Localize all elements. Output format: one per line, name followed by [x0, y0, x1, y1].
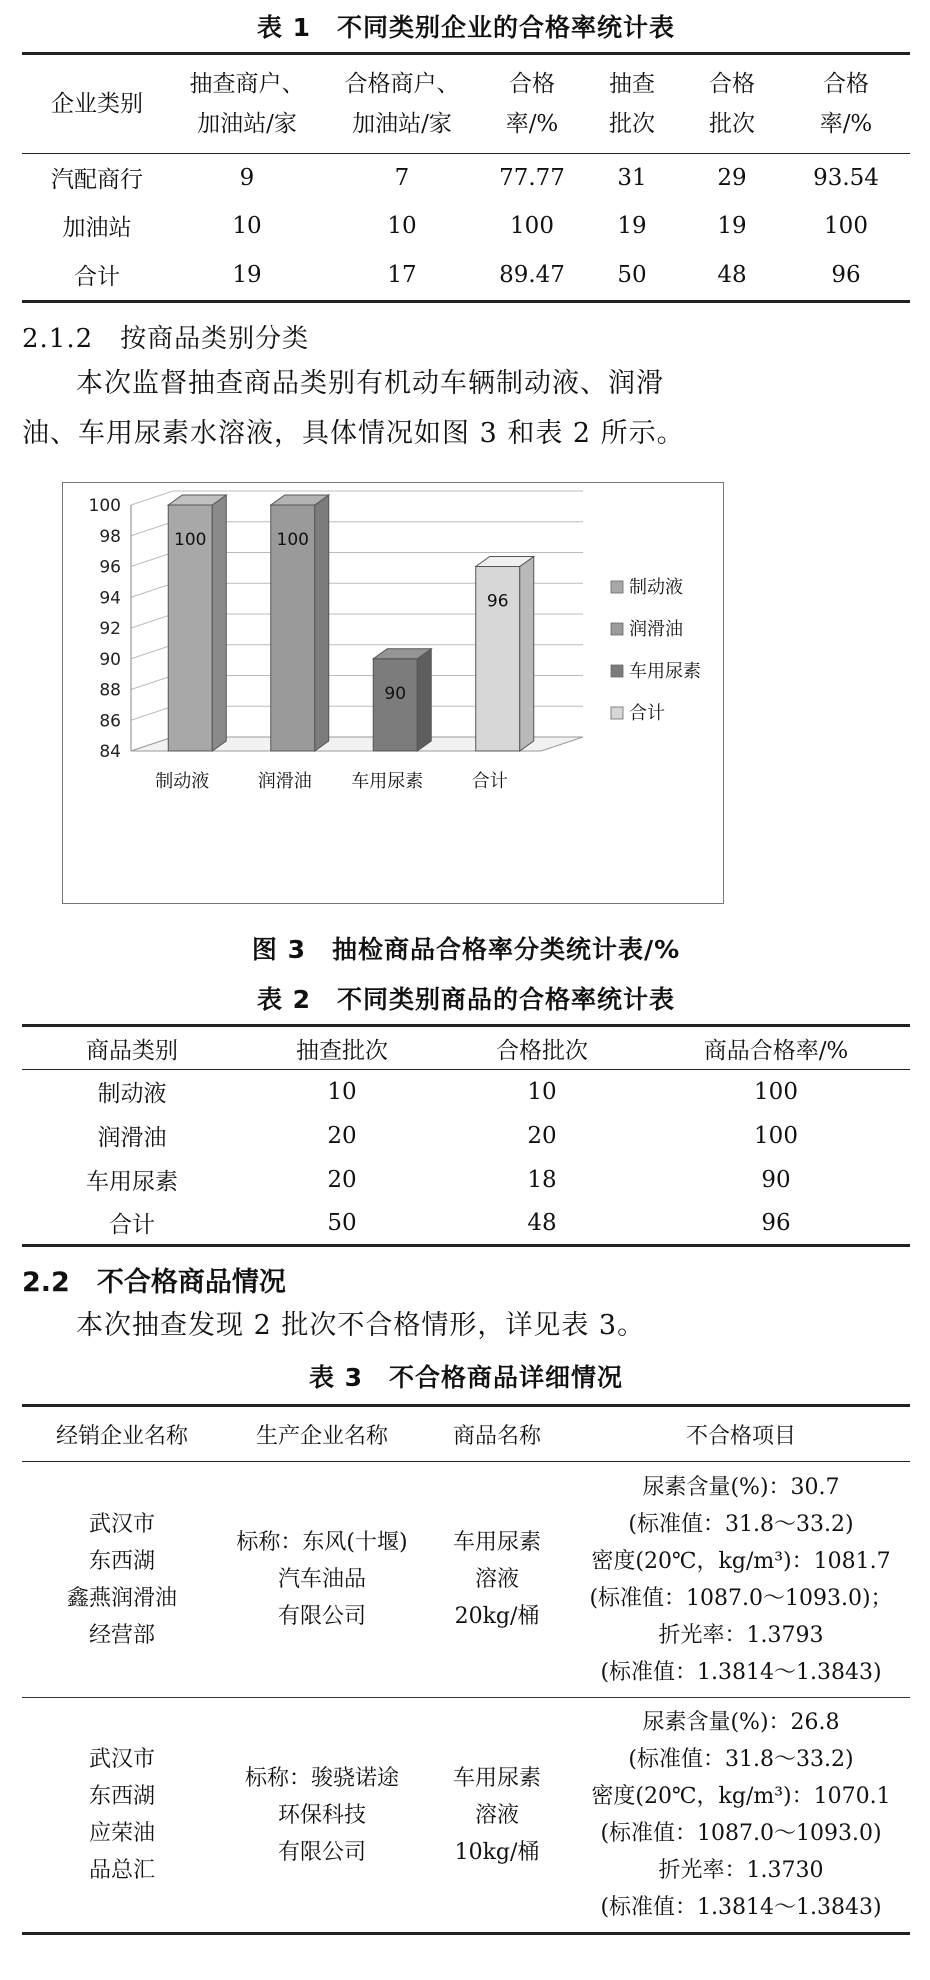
y-tick-label: 100 [88, 496, 121, 516]
table-row [22, 1462, 910, 1698]
cell: 19 [617, 212, 647, 239]
items-cell: 尿素含量(%)：30.7 (标准值：31.8～33.2) 密度(20℃，kg/m³)：1081.7 (标准值：1087.0～1093.0)； 折光率：1.3793 (标准值：1.3814～1.3843) [589, 1474, 893, 1685]
figure3-caption: 图 3 抽检商品合格率分类统计表/% [251, 935, 681, 964]
cell: 29 [717, 164, 747, 191]
chart-svg [63, 483, 723, 903]
cell: 100 [754, 1122, 798, 1149]
cell: 润滑油 [97, 1125, 167, 1151]
legend-swatch [611, 581, 623, 593]
t2-h1: 抽查批次 [242, 1026, 442, 1070]
cell: 19 [232, 261, 262, 288]
t3-h1: 生产企业名称 [222, 1406, 422, 1462]
y-tick-label: 98 [99, 526, 121, 547]
cell: 100 [754, 1078, 798, 1105]
cell: 10 [232, 212, 262, 239]
dealer-cell: 武汉市 东西湖 鑫燕润滑油 经营部 [66, 1511, 177, 1648]
cell: 90 [761, 1166, 791, 1193]
t1-h5: 合格 批次 [682, 54, 782, 154]
paragraph-212-line2: 油、车用尿素水溶液，具体情况如图 3 和表 2 所示。 [22, 418, 685, 449]
cell: 89.47 [499, 261, 565, 288]
table1 [22, 52, 910, 303]
table2-caption: 表 2 不同类别商品的合格率统计表 [256, 985, 676, 1014]
t3-h2: 商品名称 [422, 1406, 572, 1462]
cell: 48 [527, 1209, 557, 1236]
cell: 合计 [74, 264, 120, 291]
table-row [22, 154, 910, 202]
cell: 10 [387, 212, 417, 239]
t1-h3: 合格 率/% [482, 54, 582, 154]
paragraph-212-line1: 本次监督抽查商品类别有机动车辆制动液、润滑 [76, 368, 664, 399]
t1-h6: 合格 率/% [782, 54, 910, 154]
cell: 18 [527, 1166, 557, 1193]
cell: 10 [527, 1078, 557, 1105]
y-tick-label: 96 [99, 557, 121, 578]
cell: 9 [239, 164, 255, 191]
cell: 制动液 [97, 1081, 167, 1108]
cell: 10 [327, 1078, 357, 1105]
figure3-chart [62, 482, 724, 904]
cell: 19 [717, 212, 747, 239]
t3-h3: 不合格项目 [572, 1406, 910, 1462]
t1-h0: 企业类别 [22, 54, 172, 154]
cell: 17 [387, 261, 417, 288]
x-tick-label: 车用尿素 [351, 771, 424, 792]
table-row [22, 1698, 910, 1934]
t1-h1: 抽查商户、 加油站/家 [172, 54, 322, 154]
y-tick-label: 92 [99, 619, 121, 639]
cell: 48 [717, 261, 747, 288]
t2-h2: 合格批次 [442, 1026, 642, 1070]
paragraph-22: 本次抽查发现 2 批次不合格情形，详见表 3。 [76, 1310, 646, 1341]
legend-entry: 制动液 [629, 577, 683, 598]
cell: 20 [327, 1122, 357, 1149]
data-label: 100 [276, 530, 309, 550]
cell: 汽配商行 [51, 167, 143, 194]
section-heading-22: 2.2 不合格商品情况 [22, 1267, 286, 1298]
cell: 96 [831, 261, 861, 288]
cell: 100 [510, 212, 554, 239]
cell: 20 [527, 1122, 557, 1149]
legend-swatch [611, 623, 623, 635]
bar [373, 659, 417, 751]
table-row [22, 1070, 910, 1114]
cell: 96 [761, 1209, 791, 1236]
cell: 93.54 [813, 164, 879, 191]
bar-side [212, 495, 226, 751]
cell: 50 [617, 261, 647, 288]
section-heading-212: 2.1.2 按商品类别分类 [22, 324, 310, 354]
legend-entry: 车用尿素 [629, 661, 701, 682]
cell: 31 [617, 164, 647, 191]
bar-side [520, 557, 534, 752]
table3 [22, 1404, 910, 1935]
data-label: 90 [384, 683, 407, 704]
x-tick-label: 润滑油 [257, 771, 312, 792]
table-row [22, 1202, 910, 1246]
cell: 7 [394, 164, 410, 191]
table-row [22, 202, 910, 250]
bar-side [315, 495, 329, 751]
table1-header [22, 54, 910, 154]
y-tick-label: 90 [99, 649, 121, 670]
table2 [22, 1024, 910, 1247]
product-cell: 车用尿素 溶液 10kg/桶 [422, 1698, 572, 1934]
t1-h2: 合格商户、 加油站/家 [322, 54, 482, 154]
cell: 50 [327, 1209, 357, 1236]
y-tick-label: 84 [99, 742, 121, 762]
cell: 100 [824, 212, 868, 239]
t1-h4: 抽查 批次 [582, 54, 682, 154]
cell: 加油站 [62, 215, 132, 241]
table-row [22, 1114, 910, 1158]
table3-caption: 表 3 不合格商品详细情况 [308, 1363, 624, 1392]
data-label: 96 [486, 591, 509, 612]
x-tick-label: 制动液 [155, 771, 210, 792]
items-cell: 尿素含量(%)：26.8 (标准值：31.8～33.2) 密度(20℃，kg/m³)：1070.1 (标准值：1087.0～1093.0) 折光率：1.3730 (标准值：1.3814～1.3843) [572, 1698, 910, 1934]
data-label: 100 [174, 530, 207, 550]
cell: 77.77 [499, 164, 565, 191]
product-cell: 车用尿素 溶液 20kg/桶 [452, 1530, 541, 1629]
legend-entry: 合计 [629, 703, 665, 724]
dealer-cell: 武汉市 东西湖 应荣油 品总汇 [22, 1698, 222, 1934]
y-tick-label: 88 [99, 680, 121, 701]
table-row [22, 1158, 910, 1202]
bar-side [417, 649, 431, 751]
table2-header [22, 1026, 910, 1070]
table-row [22, 250, 910, 302]
y-tick-label: 86 [99, 711, 121, 732]
table3-header [22, 1406, 910, 1462]
legend-swatch [611, 665, 623, 677]
producer-cell: 标称：骏骁诺途 环保科技 有限公司 [222, 1698, 422, 1934]
legend-swatch [611, 707, 623, 719]
cell: 车用尿素 [86, 1169, 178, 1195]
y-tick-label: 94 [99, 588, 121, 609]
legend-entry: 润滑油 [629, 619, 683, 640]
producer-cell: 标称：东风(十堰) 汽车油品 有限公司 [236, 1530, 408, 1629]
t2-h3: 商品合格率/% [642, 1026, 910, 1070]
table1-caption: 表 1 不同类别企业的合格率统计表 [256, 13, 676, 42]
x-tick-label: 合计 [471, 771, 508, 792]
cell: 合计 [109, 1212, 155, 1239]
t3-h0: 经销企业名称 [22, 1406, 222, 1462]
t2-h0: 商品类别 [22, 1026, 242, 1070]
cell: 20 [327, 1166, 357, 1193]
